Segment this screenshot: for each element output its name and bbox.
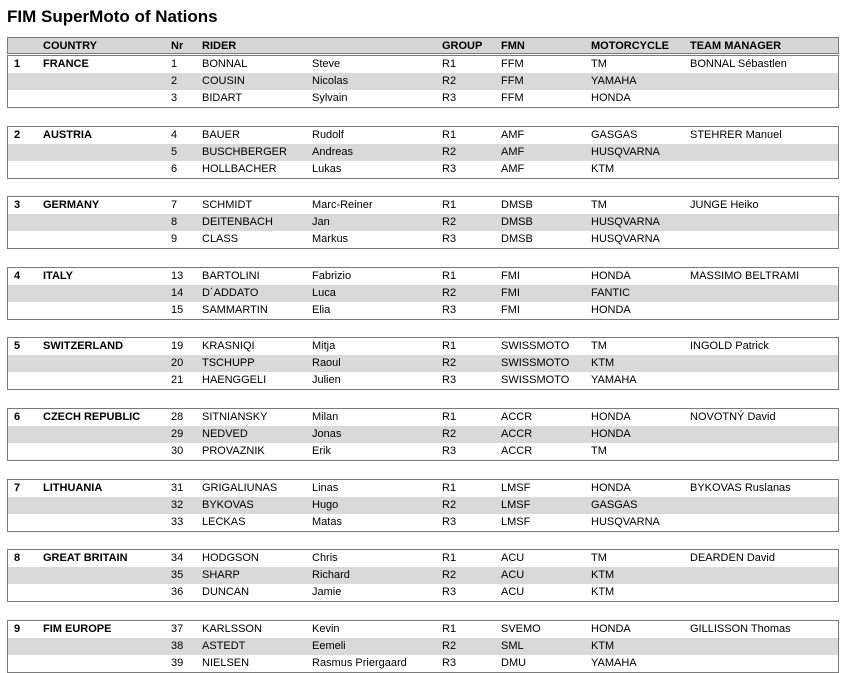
rider-last-name: D´ADDATO [202, 286, 259, 299]
rider-motorcycle: HUSQVARNA [591, 216, 660, 229]
table-row [8, 214, 838, 231]
rider-number: 21 [171, 374, 184, 387]
team-manager: MASSIMO BELTRAMI [690, 269, 800, 282]
rider-first-name: Fabrizio [312, 269, 352, 282]
rider-number: 4 [171, 128, 178, 141]
rider-first-name: Richard [312, 569, 350, 582]
rider-fmn: DMSB [501, 233, 533, 246]
table-row [8, 338, 838, 355]
rider-group: R3 [442, 515, 457, 528]
table-row [8, 443, 838, 460]
team-position: 2 [14, 128, 21, 141]
rider-fmn: LMSF [501, 498, 531, 511]
rider-fmn: FFM [501, 92, 524, 104]
header-group: GROUP [442, 40, 483, 52]
rider-fmn: DMSB [501, 199, 533, 212]
rider-last-name: CLASS [202, 233, 239, 246]
table-row [8, 621, 838, 638]
team-country: GREAT BRITAIN [43, 552, 128, 565]
rider-group: R3 [442, 303, 457, 316]
table-row [8, 90, 838, 107]
rider-first-name: Eemeli [312, 639, 346, 652]
rider-group: R2 [442, 357, 457, 370]
table-row [8, 56, 838, 73]
rider-first-name: Steve [312, 58, 341, 70]
table-row [8, 409, 838, 426]
team-country: GERMANY [43, 199, 100, 212]
rider-number: 9 [171, 233, 178, 246]
team-manager: DEARDEN David [690, 552, 775, 565]
table-row [8, 638, 838, 655]
rider-fmn: FMI [501, 286, 520, 299]
rider-number: 7 [171, 199, 178, 212]
rider-last-name: LECKAS [202, 515, 246, 528]
rider-motorcycle: TM [591, 340, 607, 353]
rider-number: 31 [171, 481, 184, 494]
rider-number: 36 [171, 586, 184, 599]
team-group [7, 126, 839, 179]
rider-fmn: ACCR [501, 428, 533, 440]
rider-first-name: Marc-Reiner [312, 199, 373, 212]
team-position: 6 [14, 411, 21, 423]
rider-motorcycle: YAMAHA [591, 374, 637, 387]
table-row [8, 567, 838, 584]
rider-first-name: Jamie [312, 586, 342, 599]
rider-group: R3 [442, 374, 457, 387]
rider-group: R3 [442, 656, 457, 669]
rider-fmn: SVEMO [501, 622, 541, 635]
header-nr: Nr [171, 40, 184, 52]
rider-number: 35 [171, 569, 184, 582]
rider-first-name: Luca [312, 286, 336, 299]
rider-group: R2 [442, 145, 457, 158]
rider-motorcycle: KTM [591, 357, 615, 370]
rider-motorcycle: YAMAHA [591, 75, 637, 87]
rider-last-name: SITNIANSKY [202, 411, 268, 423]
rider-last-name: NEDVED [202, 428, 248, 440]
rider-fmn: LMSF [501, 515, 531, 528]
rider-fmn: ACU [501, 586, 525, 599]
page-title: FIM SuperMoto of Nations [7, 7, 218, 26]
team-position: 5 [14, 340, 21, 353]
rider-number: 29 [171, 428, 184, 440]
team-position: 7 [14, 481, 21, 494]
rider-motorcycle: HONDA [591, 269, 631, 282]
rider-group: R3 [442, 92, 457, 104]
table-row [8, 514, 838, 531]
rider-group: R1 [442, 411, 457, 423]
rider-last-name: KARLSSON [202, 622, 262, 635]
team-country: LITHUANIA [43, 481, 103, 494]
rider-motorcycle: TM [591, 445, 607, 457]
rider-motorcycle: GASGAS [591, 128, 638, 141]
header-fmn: FMN [501, 40, 525, 52]
rider-group: R3 [442, 162, 457, 175]
rider-first-name: Jan [312, 216, 330, 229]
rider-number: 15 [171, 303, 184, 316]
header-team-manager: TEAM MANAGER [690, 40, 782, 52]
rider-group: R1 [442, 58, 457, 70]
rider-group: R1 [442, 622, 457, 635]
rider-group: R1 [442, 128, 457, 141]
rider-fmn: SWISSMOTO [501, 374, 570, 387]
team-country: ITALY [43, 269, 73, 282]
table-row [8, 161, 838, 178]
rider-first-name: Markus [312, 233, 349, 246]
rider-last-name: TSCHUPP [202, 357, 255, 370]
rider-fmn: FFM [501, 58, 524, 70]
table-row [8, 355, 838, 372]
rider-motorcycle: HONDA [591, 303, 631, 316]
table-row [8, 127, 838, 144]
rider-motorcycle: KTM [591, 639, 615, 652]
rider-group: R2 [442, 639, 457, 652]
rider-motorcycle: HONDA [591, 622, 631, 635]
rider-first-name: Julien [312, 374, 341, 387]
rider-motorcycle: GASGAS [591, 498, 638, 511]
team-group [7, 620, 839, 673]
rider-group: R2 [442, 569, 457, 582]
rider-fmn: FMI [501, 303, 520, 316]
rider-fmn: SML [501, 639, 524, 652]
rider-group: R3 [442, 233, 457, 246]
rider-number: 28 [171, 411, 184, 423]
team-manager: GILLISSON Thomas [690, 622, 791, 635]
rider-motorcycle: HONDA [591, 92, 631, 104]
rider-number: 13 [171, 269, 184, 282]
rider-last-name: SHARP [202, 569, 240, 582]
rider-first-name: Sylvain [312, 92, 348, 104]
rider-last-name: SAMMARTIN [202, 303, 268, 316]
rider-first-name: Andreas [312, 145, 353, 158]
rider-group: R1 [442, 481, 457, 494]
rider-number: 8 [171, 216, 178, 229]
table-row [8, 268, 838, 285]
rider-group: R2 [442, 75, 457, 87]
rider-motorcycle: TM [591, 199, 607, 212]
team-country: FIM EUROPE [43, 622, 112, 635]
table-row [8, 584, 838, 601]
team-manager: NOVOTNÝ David [690, 411, 776, 423]
rider-motorcycle: HONDA [591, 428, 631, 440]
team-country: AUSTRIA [43, 128, 92, 141]
team-group [7, 267, 839, 320]
rider-first-name: Erik [312, 445, 331, 457]
rider-number: 3 [171, 92, 178, 104]
rider-last-name: NIELSEN [202, 656, 250, 669]
team-country: SWITZERLAND [43, 340, 124, 353]
rider-group: R1 [442, 340, 457, 353]
rider-last-name: BIDART [202, 92, 243, 104]
header-country: COUNTRY [43, 40, 97, 52]
rider-number: 34 [171, 552, 184, 565]
rider-number: 33 [171, 515, 184, 528]
rider-number: 20 [171, 357, 184, 370]
team-position: 8 [14, 552, 21, 565]
rider-fmn: ACCR [501, 411, 533, 423]
rider-first-name: Lukas [312, 162, 342, 175]
rider-group: R2 [442, 498, 457, 511]
team-manager: JUNGE Heiko [690, 199, 759, 212]
team-group [7, 549, 839, 602]
team-manager: INGOLD Patrick [690, 340, 769, 353]
rider-first-name: Rasmus Priergaard [312, 656, 407, 669]
rider-number: 39 [171, 656, 184, 669]
rider-last-name: ASTEDT [202, 639, 246, 652]
table-row [8, 655, 838, 672]
team-group [7, 408, 839, 461]
table-row [8, 497, 838, 514]
team-position: 3 [14, 199, 21, 212]
rider-fmn: AMF [501, 145, 525, 158]
rider-motorcycle: TM [591, 552, 607, 565]
rider-motorcycle: KTM [591, 162, 615, 175]
rider-fmn: FMI [501, 269, 520, 282]
rider-motorcycle: HONDA [591, 481, 631, 494]
team-group [7, 479, 839, 532]
rider-motorcycle: HUSQVARNA [591, 145, 660, 158]
rider-first-name: Hugo [312, 498, 339, 511]
table-row [8, 144, 838, 161]
rider-group: R1 [442, 199, 457, 212]
rider-number: 14 [171, 286, 184, 299]
rider-motorcycle: TM [591, 58, 607, 70]
table-row [8, 426, 838, 443]
team-group [7, 196, 839, 249]
rider-first-name: Chris [312, 552, 338, 565]
table-row [8, 480, 838, 497]
rider-fmn: ACU [501, 569, 525, 582]
rider-last-name: DEITENBACH [202, 216, 273, 229]
rider-group: R2 [442, 216, 457, 229]
table-header [7, 37, 839, 54]
rider-first-name: Kevin [312, 622, 340, 635]
rider-number: 30 [171, 445, 184, 457]
team-position: 4 [14, 269, 21, 282]
rider-fmn: SWISSMOTO [501, 340, 570, 353]
team-position: 9 [14, 622, 21, 635]
rider-number: 37 [171, 622, 184, 635]
rider-number: 19 [171, 340, 184, 353]
rider-fmn: ACU [501, 552, 525, 565]
team-country: FRANCE [43, 58, 89, 70]
rider-motorcycle: HUSQVARNA [591, 515, 660, 528]
rider-last-name: HOLLBACHER [202, 162, 277, 175]
team-manager: BYKOVAS Ruslanas [690, 481, 791, 494]
rider-number: 6 [171, 162, 178, 175]
rider-group: R3 [442, 445, 457, 457]
rider-fmn: AMF [501, 128, 525, 141]
table-row [8, 285, 838, 302]
rider-number: 38 [171, 639, 184, 652]
rider-group: R1 [442, 269, 457, 282]
rider-fmn: DMSB [501, 216, 533, 229]
header-motorcycle: MOTORCYCLE [591, 40, 670, 52]
rider-motorcycle: HUSQVARNA [591, 233, 660, 246]
rider-motorcycle: YAMAHA [591, 656, 637, 669]
rider-first-name: Raoul [312, 357, 341, 370]
rider-last-name: BONNAL [202, 58, 248, 70]
rider-motorcycle: KTM [591, 569, 615, 582]
rider-fmn: FFM [501, 75, 524, 87]
team-position: 1 [14, 58, 21, 70]
team-country: CZECH REPUBLIC [43, 411, 141, 423]
rider-last-name: SCHMIDT [202, 199, 253, 212]
rider-last-name: DUNCAN [202, 586, 250, 599]
rider-first-name: Matas [312, 515, 342, 528]
team-manager: BONNAL Sébastlen [690, 58, 787, 70]
rider-number: 1 [171, 58, 178, 70]
rider-last-name: PROVAZNIK [202, 445, 265, 457]
table-row [8, 550, 838, 567]
rider-last-name: COUSIN [202, 75, 245, 87]
rider-group: R1 [442, 552, 457, 565]
rider-motorcycle: FANTIC [591, 286, 631, 299]
rider-fmn: LMSF [501, 481, 531, 494]
rider-last-name: BARTOLINI [202, 269, 260, 282]
rider-fmn: DMU [501, 656, 527, 669]
table-row [8, 302, 838, 319]
team-group [7, 55, 839, 108]
rider-last-name: BAUER [202, 128, 240, 141]
rider-last-name: HODGSON [202, 552, 259, 565]
rider-last-name: BYKOVAS [202, 498, 254, 511]
team-manager: STEHRER Manuel [690, 128, 782, 141]
rider-group: R2 [442, 286, 457, 299]
rider-first-name: Rudolf [312, 128, 344, 141]
table-row [8, 231, 838, 248]
rider-first-name: Jonas [312, 428, 342, 440]
table-row [8, 73, 838, 90]
rider-number: 5 [171, 145, 178, 158]
rider-first-name: Elia [312, 303, 331, 316]
header-rider: RIDER [202, 40, 237, 52]
rider-fmn: ACCR [501, 445, 533, 457]
rider-last-name: KRASNIQI [202, 340, 255, 353]
rider-number: 2 [171, 75, 178, 87]
team-group [7, 337, 839, 390]
rider-first-name: Linas [312, 481, 339, 494]
rider-first-name: Nicolas [312, 75, 349, 87]
rider-group: R3 [442, 586, 457, 599]
rider-motorcycle: HONDA [591, 411, 631, 423]
rider-fmn: AMF [501, 162, 525, 175]
rider-first-name: Milan [312, 411, 339, 423]
rider-group: R2 [442, 428, 457, 440]
rider-last-name: GRIGALIUNAS [202, 481, 278, 494]
table-row [8, 372, 838, 389]
rider-last-name: HAENGGELI [202, 374, 267, 387]
rider-motorcycle: KTM [591, 586, 615, 599]
rider-fmn: SWISSMOTO [501, 357, 570, 370]
table-row [8, 197, 838, 214]
rider-first-name: Mitja [312, 340, 336, 353]
rider-number: 32 [171, 498, 184, 511]
rider-last-name: BUSCHBERGER [202, 145, 287, 158]
